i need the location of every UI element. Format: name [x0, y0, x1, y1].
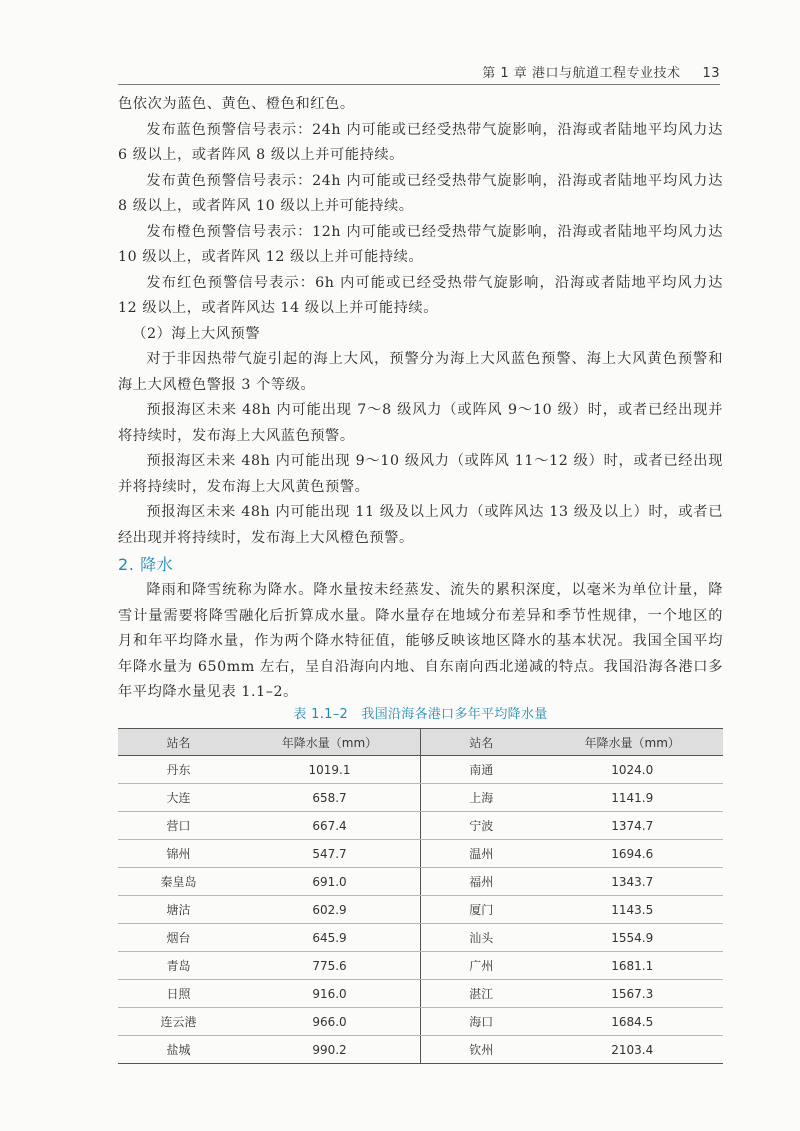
table-row — [118, 980, 723, 1008]
station-cell: 塘沽 — [118, 896, 239, 924]
table-row — [118, 868, 723, 896]
precipitation-cell: 1694.6 — [542, 840, 724, 868]
paragraph-orange-warning: 发布橙色预警信号表示：12h 内可能或已经受热带气旋影响，沿海或者陆地平均风力达 10 级以上，或者阵风 12 级以上并可能持续。 — [118, 223, 723, 265]
paragraph-precipitation: 降雨和降雪统称为降水。降水量按未经蒸发、流失的累积深度，以毫米为单位计量，降雪计量需要将降雪融化后折算成水量。降水量存在地域分布差异和季节性规律，一个地区的月和年平均降水量，作为两个降水特征值，能够反映该地区降水的基本状况。我国全国平均年降水量为 650mm 左右，呈自沿海向内地、自东南向西北递减的特点。我国沿海各港口多年平均降水量见表 1.1–2。 — [118, 582, 723, 700]
station-cell: 海口 — [421, 1008, 542, 1036]
table-row — [118, 756, 723, 784]
precipitation-table — [118, 728, 723, 1064]
precipitation-cell: 1684.5 — [542, 1008, 724, 1036]
precipitation-cell: 990.2 — [239, 1036, 421, 1064]
table-row — [118, 1036, 723, 1064]
table-row — [118, 840, 723, 868]
station-cell: 厦门 — [421, 896, 542, 924]
station-cell: 大连 — [118, 784, 239, 812]
precipitation-cell: 602.9 — [239, 896, 421, 924]
table-row — [118, 784, 723, 812]
precipitation-cell: 1024.0 — [542, 756, 724, 784]
precipitation-cell: 2103.4 — [542, 1036, 724, 1064]
station-cell: 湛江 — [421, 980, 542, 1008]
paragraph-blue-warning: 发布蓝色预警信号表示：24h 内可能或已经受热带气旋影响，沿海或者陆地平均风力达 6 级以上，或者阵风 8 级以上并可能持续。 — [118, 121, 723, 163]
header-station: 站名 — [118, 729, 239, 756]
precipitation-cell: 1567.3 — [542, 980, 724, 1008]
chapter-number: 第 1 章 — [482, 66, 528, 81]
page-number: 13 — [702, 66, 720, 81]
station-cell: 日照 — [118, 980, 239, 1008]
paragraph-sea-gale-levels: 对于非因热带气旋引起的海上大风，预警分为海上大风蓝色预警、海上大风黄色预警和海上大风橙色警报 3 个等级。 — [118, 351, 723, 393]
header-rule — [118, 84, 720, 85]
station-cell: 锦州 — [118, 840, 239, 868]
precipitation-cell: 1681.1 — [542, 952, 724, 980]
precipitation-cell: 966.0 — [239, 1008, 421, 1036]
station-cell: 汕头 — [421, 924, 542, 952]
precipitation-cell: 667.4 — [239, 812, 421, 840]
precipitation-cell: 1343.7 — [542, 868, 724, 896]
paragraph-sea-gale-blue: 预报海区未来 48h 内可能出现 7～8 级风力（或阵风 9～10 级）时，或者已经出现并将持续时，发布海上大风蓝色预警。 — [118, 402, 723, 444]
header-precipitation: 年降水量（mm） — [239, 729, 421, 756]
paragraph-sea-gale-orange: 预报海区未来 48h 内可能出现 11 级及以上风力（或阵风达 13 级及以上）时，或者已经出现并将持续时，发布海上大风橙色预警。 — [118, 504, 723, 546]
table-row — [118, 924, 723, 952]
station-cell: 营口 — [118, 812, 239, 840]
station-cell: 温州 — [421, 840, 542, 868]
table-row — [118, 1008, 723, 1036]
header-precipitation: 年降水量（mm） — [542, 729, 724, 756]
paragraph-sea-gale-yellow: 预报海区未来 48h 内可能出现 9～10 级风力（或阵风 11～12 级）时，或者已经出现并将持续时，发布海上大风黄色预警。 — [118, 453, 723, 495]
station-cell: 青岛 — [118, 952, 239, 980]
precipitation-cell: 1019.1 — [239, 756, 421, 784]
station-cell: 宁波 — [421, 812, 542, 840]
header-station: 站名 — [421, 729, 542, 756]
precipitation-cell: 1143.5 — [542, 896, 724, 924]
station-cell: 广州 — [421, 952, 542, 980]
precipitation-cell: 691.0 — [239, 868, 421, 896]
subheading-sea-gale-warning: （2）海上大风预警 — [132, 325, 261, 342]
station-cell: 秦皇岛 — [118, 868, 239, 896]
paragraph-yellow-warning: 发布黄色预警信号表示：24h 内可能或已经受热带气旋影响，沿海或者陆地平均风力达 8 级以上，或者阵风 10 级以上并可能持续。 — [118, 172, 723, 214]
precipitation-cell: 775.6 — [239, 952, 421, 980]
running-header — [482, 62, 720, 81]
body-text — [118, 92, 723, 706]
station-cell: 上海 — [421, 784, 542, 812]
table-header-row — [118, 729, 723, 756]
table-row — [118, 896, 723, 924]
station-cell: 南通 — [421, 756, 542, 784]
station-cell: 福州 — [421, 868, 542, 896]
chapter-title: 港口与航道工程专业技术 — [531, 66, 681, 81]
paragraph-continuation: 色依次为蓝色、黄色、橙色和红色。 — [118, 96, 355, 112]
paragraph-red-warning: 发布红色预警信号表示：6h 内可能或已经受热带气旋影响，沿海或者陆地平均风力达 12 级以上，或者阵风达 14 级以上并可能持续。 — [118, 274, 723, 316]
precipitation-cell: 547.7 — [239, 840, 421, 868]
station-cell: 盐城 — [118, 1036, 239, 1064]
chapter-label — [482, 62, 680, 81]
station-cell: 连云港 — [118, 1008, 239, 1036]
section-heading-precipitation: 2. 降水 — [118, 555, 174, 574]
precipitation-cell: 1554.9 — [542, 924, 724, 952]
precipitation-cell: 645.9 — [239, 924, 421, 952]
table-caption: 表 1.1–2 我国沿海各港口多年平均降水量 — [293, 707, 548, 722]
precipitation-cell: 1141.9 — [542, 784, 724, 812]
precipitation-cell: 916.0 — [239, 980, 421, 1008]
table-body — [118, 756, 723, 1064]
table-row — [118, 952, 723, 980]
station-cell: 钦州 — [421, 1036, 542, 1064]
precipitation-cell: 658.7 — [239, 784, 421, 812]
table-row — [118, 812, 723, 840]
station-cell: 烟台 — [118, 924, 239, 952]
precipitation-cell: 1374.7 — [542, 812, 724, 840]
station-cell: 丹东 — [118, 756, 239, 784]
